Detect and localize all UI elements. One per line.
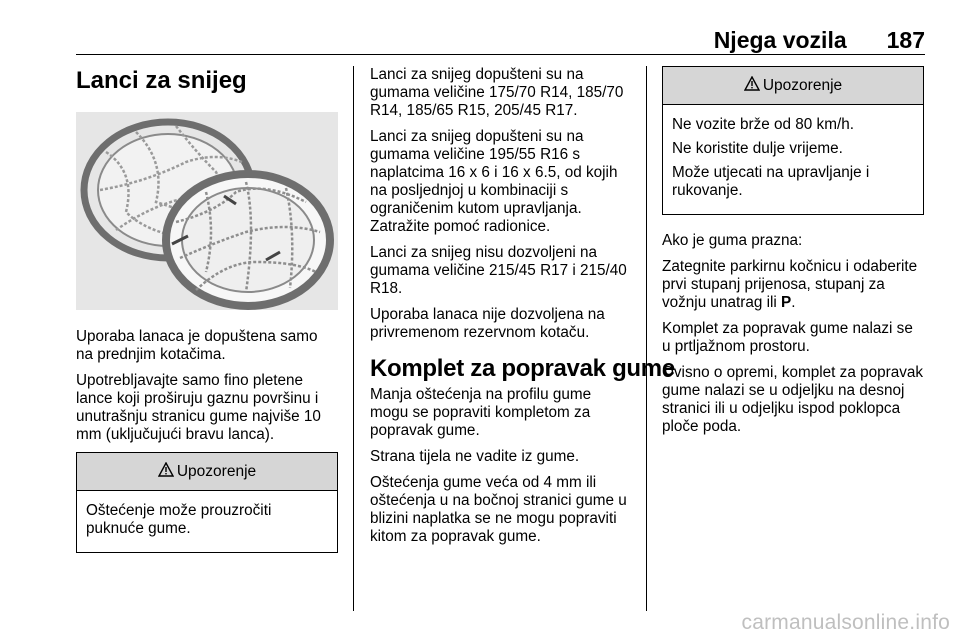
warning-header — [663, 67, 923, 105]
paragraph: Uporaba lanaca je dopuštena samo na prednjim kotačima. — [76, 328, 318, 364]
paragraph: Ako je guma prazna: — [662, 232, 803, 249]
paragraph: Manja oštećenja na profilu gume mogu se popraviti kompletom za popravak gume. — [370, 386, 592, 440]
warning-text: Može utjecati na upravljanje i rukovanje. — [672, 164, 870, 199]
warning-box — [662, 66, 924, 215]
paragraph: Uporaba lanaca nije dozvoljena na privremenom rezervnom kotaču. — [370, 306, 605, 341]
warning-body — [663, 105, 923, 214]
column-divider — [353, 66, 354, 611]
warning-body — [77, 491, 337, 552]
column-left — [76, 60, 338, 553]
column-divider — [646, 66, 647, 611]
tyre-snow-chains-illustration — [76, 112, 338, 310]
page-header — [714, 22, 925, 54]
header-rule — [76, 54, 925, 55]
paragraph-text: . — [791, 294, 796, 311]
paragraph: Strana tijela ne vadite iz gume. — [370, 448, 580, 466]
warning-triangle-icon — [744, 76, 760, 96]
paragraph — [662, 258, 924, 312]
warning-title: Upozorenje — [762, 76, 843, 94]
warning-title: Upozorenje — [176, 462, 257, 480]
section-heading: Komplet za popravak gume — [370, 355, 675, 382]
paragraph: Lanci za snijeg dopušteni su na gumama veličine 175/70 R14, 185/70 R14, 185/65 R15, 205/45 R17. — [370, 66, 624, 119]
page-number: 187 — [886, 27, 925, 53]
section-title: Njega vozila — [713, 27, 847, 53]
warning-box — [76, 452, 338, 553]
paragraph: Lanci za snijeg nisu dozvoljeni na gumama veličine 215/45 R17 i 215/40 R18. — [370, 244, 627, 297]
warning-text: Ne koristite dulje vrijeme. — [672, 140, 843, 157]
warning-triangle-icon — [158, 462, 174, 482]
paragraph: Ovisno o opremi, komplet za popravak gume nalazi se u odjeljku na desnoj stranici ili u odjeljku ispod poklopca ploče poda. — [662, 364, 924, 435]
paragraph: Komplet za popravak gume nalazi se u prtljažnom prostoru. — [662, 320, 913, 355]
section-heading: Lanci za snijeg — [76, 67, 247, 94]
warning-text: Ne vozite brže od 80 km/h. — [672, 116, 854, 133]
paragraph: Lanci za snijeg dopušteni su na gumama veličine 195/55 R16 s naplatcima 16 x 6 i 16 x 6.5, od kojih na posljednjoj u kombinaciji s ograničenim kutom upravljanja. Zatražite pomoć radionice. — [370, 128, 618, 235]
paragraph: Oštećenja gume veća od 4 mm ili oštećenja u na bočnoj stranici gume u blizini naplatka se ne mogu popraviti kitom za popravak gume. — [370, 474, 627, 546]
warning-text: Oštećenje može prouzročiti puknuće gume. — [86, 502, 272, 538]
gear-p-label: P — [781, 294, 792, 311]
paragraph: Upotrebljavajte samo fino pletene lance koji proširuju gaznu površinu i unutrašnju stranicu gume najviše 10 mm (uključujući bravu lanca). — [76, 372, 321, 444]
warning-header — [77, 453, 337, 491]
column-middle — [370, 60, 675, 554]
paragraph-text: Zategnite parkirnu kočnicu i odaberite prvi stupanj prijenosa, stupanj za vožnju unatrag ili — [662, 258, 918, 311]
watermark: carmanualsonline.info — [741, 611, 950, 634]
column-right — [662, 60, 924, 444]
